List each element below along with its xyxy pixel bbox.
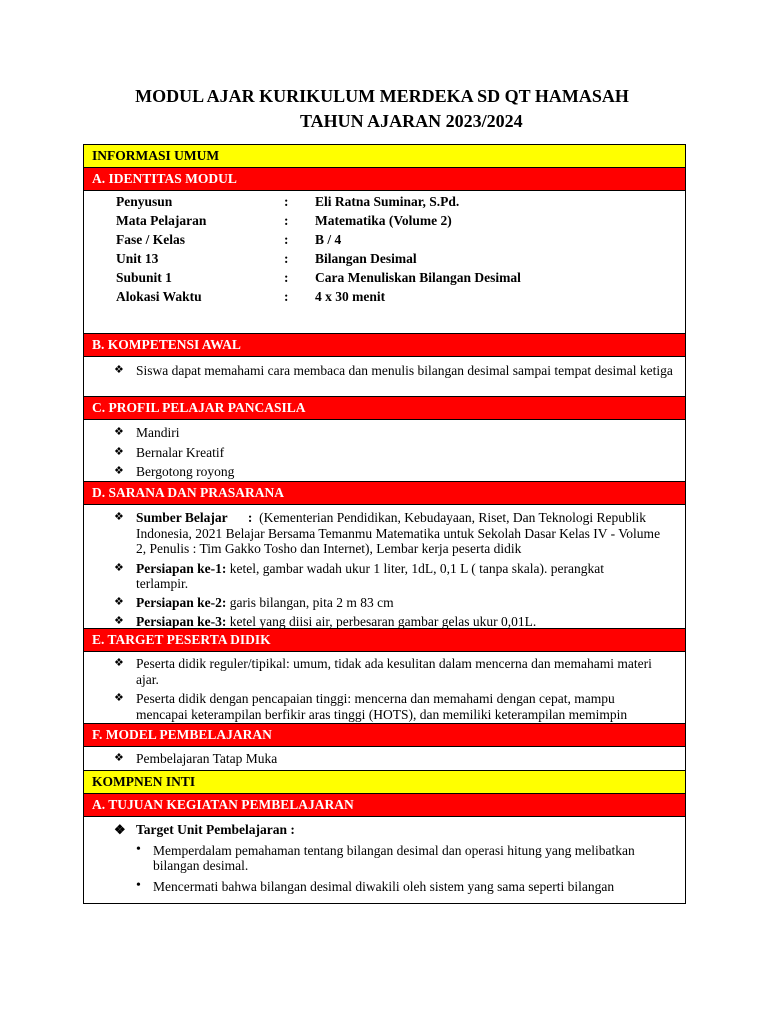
diamond-bullet-icon: ❖ (114, 822, 126, 837)
tujuan-heading: A. TUJUAN KEGIATAN PEMBELAJARAN (84, 794, 685, 817)
diamond-bullet-icon: ❖ (114, 615, 124, 627)
document-title: MODUL AJAR KURIKULUM MERDEKA SD QT HAMASAH (135, 86, 629, 106)
identitas-row: Unit 13 : Bilangan Desimal (116, 250, 417, 266)
diamond-bullet-icon: ❖ (114, 752, 124, 764)
diamond-bullet-icon: ❖ (114, 692, 124, 704)
kompetensi-section (84, 357, 685, 397)
target-heading: E. TARGET PESERTA DIDIK (84, 629, 685, 652)
diamond-bullet-icon: ❖ (114, 511, 124, 523)
identitas-row: Penyusun : Eli Ratna Suminar, S.Pd. (116, 193, 460, 209)
identitas-row: Mata Pelajaran : Matematika (Volume 2) (116, 212, 452, 228)
target-section (84, 652, 685, 724)
dot-bullet-icon: • (136, 841, 141, 857)
komponen-inti-heading: KOMPNEN INTI (84, 771, 685, 794)
model-section (84, 747, 685, 771)
profil-heading: C. PROFIL PELAJAR PANCASILA (84, 397, 685, 420)
identitas-row: Alokasi Waktu : 4 x 30 menit (116, 288, 386, 304)
model-heading: F. MODEL PEMBELAJARAN (84, 724, 685, 747)
list-item: ❖ Bernalar Kreatif (114, 444, 225, 460)
kompetensi-heading: B. KOMPETENSI AWAL (84, 334, 685, 357)
list-item: ❖ Siswa dapat memahami cara membaca dan menulis bilangan desimal sampai tempat desimal ketiga (114, 363, 673, 378)
academic-year: TAHUN AJARAN 2023/2024 (300, 111, 523, 131)
target-unit-label: ❖ Target Unit Pembelajaran : (114, 822, 295, 837)
informasi-umum-heading: INFORMASI UMUM (84, 145, 685, 168)
identitas-row: Subunit 1 : Cara Menuliskan Bilangan Desimal (116, 269, 521, 285)
list-item: • Memperdalam pemahaman tentang bilangan desimal dan operasi hitung yang melibatkan bilangan desimal. (136, 841, 635, 873)
dot-bullet-icon: • (136, 877, 141, 893)
list-item: ❖ Persiapan ke-2: garis bilangan, pita 2 m 83 cm (114, 594, 394, 610)
sarana-section (84, 505, 685, 629)
list-item: • Mencermati bahwa bilangan desimal diwakili oleh sistem yang sama seperti bilangan (136, 877, 615, 894)
list-item: ❖ Peserta didik reguler/tipikal: umum, tidak ada kesulitan dalam mencerna dan memahami materi ajar. (114, 656, 652, 687)
diamond-bullet-icon: ❖ (114, 657, 124, 669)
list-item: ❖ Peserta didik dengan pencapaian tinggi: mencerna dan memahami dengan cepat, mampu mencapai keterampilan berfikir aras tinggi (HOTS), dan memiliki keterampilan memimpin (114, 691, 628, 722)
list-item: ❖ Sumber Belajar : (Kementerian Pendidikan, Kebudayaan, Riset, Dan Teknologi Republik Indonesia, 2021 Belajar Bersama Temanmu Matematika untuk Sekolah Dasar Kelas IV - Volume 2, Penulis : Tim Gakko Tosho dan Internet), Lembar kerja peserta didik (114, 510, 661, 556)
list-item: ❖ Persiapan ke-3: ketel yang diisi air, perbesaran gambar gelas ukur 0,01L. (114, 614, 537, 629)
diamond-bullet-icon: ❖ (114, 426, 124, 438)
diamond-bullet-icon: ❖ (114, 465, 124, 477)
list-item: ❖ Pembelajaran Tatap Muka (114, 751, 278, 766)
identitas-section (84, 191, 685, 334)
diamond-bullet-icon: ❖ (114, 364, 124, 376)
identitas-heading: A. IDENTITAS MODUL (84, 168, 685, 191)
list-item: ❖ Mandiri (114, 425, 180, 440)
profil-section (84, 420, 685, 482)
tujuan-section (84, 817, 685, 903)
diamond-bullet-icon: ❖ (114, 445, 124, 458)
sarana-heading: D. SARANA DAN PRASARANA (84, 482, 685, 505)
list-item: ❖ Persiapan ke-1: ketel, gambar wadah ukur 1 liter, 1dL, 0,1 L ( tanpa skala). perangkat terlampir. (114, 560, 604, 591)
identitas-row: Fase / Kelas : B / 4 (116, 231, 342, 247)
module-table (83, 144, 686, 904)
diamond-bullet-icon: ❖ (114, 561, 124, 574)
diamond-bullet-icon: ❖ (114, 595, 124, 608)
list-item: ❖ Bergotong royong (114, 464, 235, 479)
